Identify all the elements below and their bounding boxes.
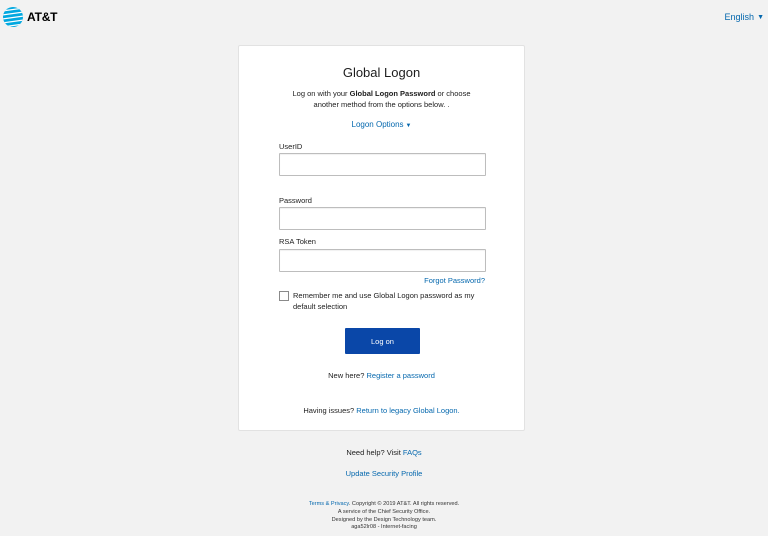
rsa-token-input[interactable] <box>279 249 486 272</box>
logon-options-dropdown[interactable] <box>239 120 524 129</box>
footer-line-4: aga52lr08 - Internet-facing <box>351 524 417 531</box>
password-input[interactable] <box>279 207 486 230</box>
update-security-profile-link[interactable]: Update Security Profile <box>345 469 423 478</box>
legacy-logon-link[interactable]: Return to legacy Global Logon. <box>356 406 460 415</box>
register-password-link[interactable]: Register a password <box>366 371 435 380</box>
need-help-text: Need help? Visit <box>346 448 401 457</box>
copyright-text: . Copyright © 2019 AT&T. All rights reserved. <box>348 501 460 507</box>
intro-text <box>279 88 484 110</box>
new-here-text: New here? <box>328 371 365 380</box>
rsa-token-label: RSA Token <box>279 237 316 246</box>
remember-me-checkbox[interactable] <box>279 291 289 301</box>
remember-me-text: Remember me and use Global Logon password as my default selection <box>293 291 475 311</box>
logon-button[interactable]: Log on <box>345 328 420 354</box>
faqs-link[interactable]: FAQs <box>402 448 422 457</box>
intro-after: or choose another method from the options below. . <box>313 89 471 109</box>
issues-row <box>239 406 524 415</box>
userid-input[interactable] <box>279 153 486 176</box>
intro-before: Log on with your <box>292 89 350 98</box>
logon-options-label: Logon Options <box>351 120 404 129</box>
forgot-password-link[interactable]: Forgot Password? <box>424 276 485 285</box>
issues-text: Having issues? <box>303 406 355 415</box>
need-help-row <box>0 448 768 457</box>
page-title: Global Logon <box>342 65 421 80</box>
password-label: Password <box>279 196 312 205</box>
att-globe-icon <box>2 6 24 28</box>
language-selector[interactable] <box>725 12 764 22</box>
footer-line-3: Designed by the Design Technology team. <box>331 516 437 523</box>
new-here-row <box>239 371 524 380</box>
footer <box>0 501 768 532</box>
caret-down-icon: ▼ <box>405 123 412 129</box>
logon-card <box>238 45 525 431</box>
footer-line-1 <box>0 501 768 509</box>
remember-me-row <box>279 290 494 312</box>
att-logo <box>2 6 57 28</box>
caret-down-icon: ▼ <box>757 13 764 21</box>
terms-privacy-link[interactable]: Terms & Privacy <box>308 501 349 507</box>
intro-bold: Global Logon Password <box>349 89 436 98</box>
userid-label: UserID <box>279 142 303 151</box>
footer-line-2: A service of the Chief Security Office. <box>337 508 431 515</box>
brand-name: AT&T <box>27 10 58 24</box>
language-label: English <box>724 12 755 22</box>
